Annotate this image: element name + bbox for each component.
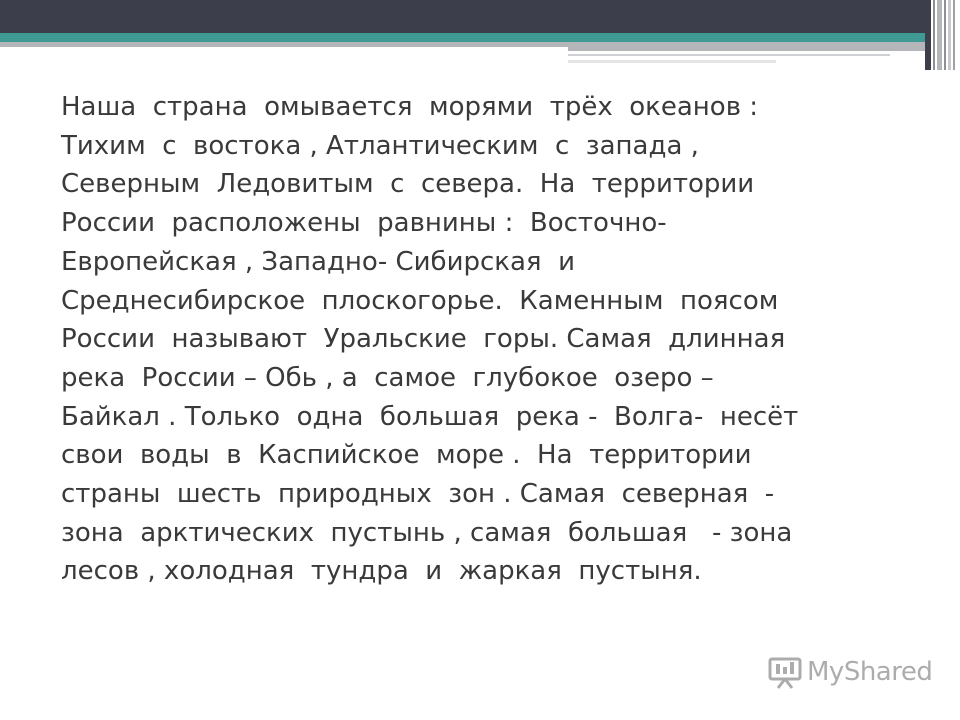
accent-line	[568, 60, 776, 63]
slide-body-text	[61, 88, 911, 591]
stripe	[925, 0, 931, 70]
text-line: Среднесибирское плоскогорье. Каменным поясом	[61, 285, 779, 316]
text-line: Европейская , Западно- Сибирская и	[61, 246, 575, 277]
stripe	[937, 0, 942, 70]
text-line: зона арктических пустынь , самая большая - зона	[61, 517, 793, 548]
text-line: Тихим с востока , Атлантическим с запада ,	[61, 130, 699, 161]
stripe	[948, 0, 951, 70]
stripe	[933, 0, 935, 70]
text-line: свои воды в Каспийское море . На территории	[61, 440, 752, 471]
text-line: лесов , холодная тундра и жаркая пустыня.	[61, 556, 702, 587]
text-line: России называют Уральские горы. Самая длинная	[61, 324, 786, 355]
stripe	[944, 0, 946, 70]
stripe	[953, 0, 955, 70]
header-band-teal	[0, 33, 925, 42]
accent-line	[568, 51, 890, 56]
text-line: Северным Ледовитым с севера. На территории	[61, 169, 755, 200]
text-line: река России – Обь , а самое глубокое озеро –	[61, 362, 714, 393]
header-accent-lines	[568, 47, 925, 69]
text-line: Байкал . Только одна большая река - Волга- несёт	[61, 401, 799, 432]
text-line: Наша страна омывается морями трёх океанов :	[61, 92, 759, 122]
corner-stripes	[925, 0, 960, 70]
presentation-board-icon	[767, 656, 803, 690]
text-line: России расположены равнины : Восточно-	[61, 208, 667, 239]
myshared-watermark	[767, 656, 933, 692]
watermark-text: MyShared	[807, 657, 933, 687]
header-band-dark	[0, 0, 925, 33]
text-line: страны шесть природных зон . Самая северная -	[61, 479, 775, 510]
